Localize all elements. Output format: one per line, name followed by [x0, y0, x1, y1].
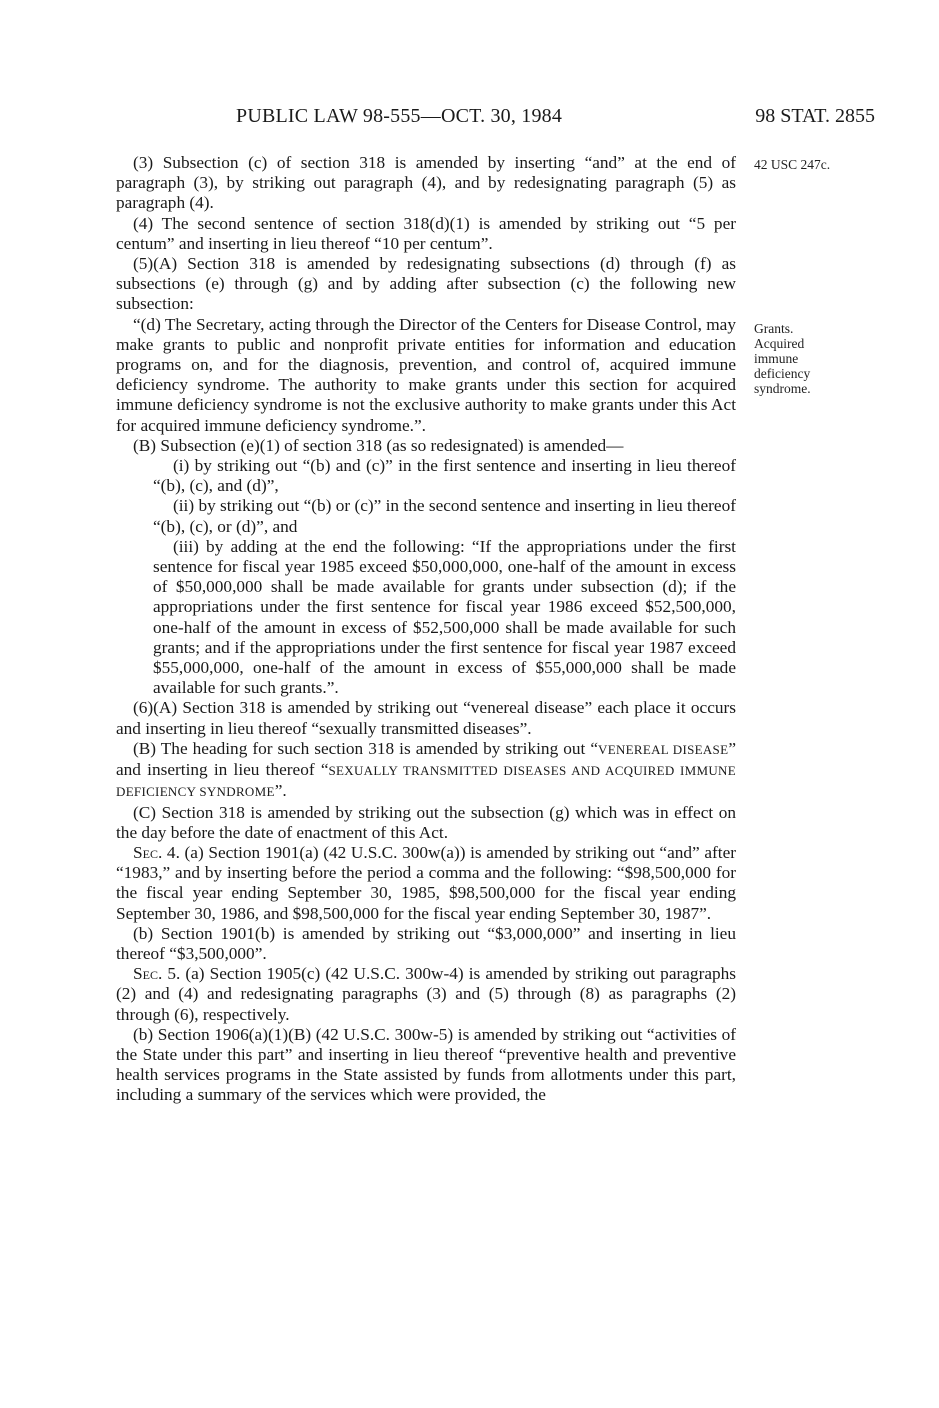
- section-4a: [116, 843, 736, 924]
- margin-note-line: Acquired: [754, 336, 805, 351]
- paragraph-5a: (5)(A) Section 318 is amended by redesignating subsections (d) through (f) as subsections (e) through (g) and by adding after subsection (c) the following new subsection:: [116, 254, 736, 314]
- section-label: Sec.: [133, 964, 163, 984]
- section-4a-text: 4. (a) Section 1901(a) (42 U.S.C. 300w(a)) is amended by striking out “and” after “1983,” and by inserting before the period a comma and the following: “$98,500,000 for the fiscal year ending September 30, 1985, $98,500,000 for the fiscal year ending September 30, 1986, and $98,500,000 for the fiscal year ending September 30, 1987”.: [116, 842, 736, 923]
- clause-i: (i) by striking out “(b) and (c)” in the first sentence and inserting in lieu thereof “(b), (c), and (d)”,: [153, 456, 736, 496]
- paragraph-6c: (C) Section 318 is amended by striking out the subsection (g) which was in effect on the day before the date of enactment of this Act.: [116, 802, 736, 842]
- paragraph-6b-middle: ” and inserting in lieu thereof “: [116, 738, 737, 780]
- statute-page-number: 98 STAT. 2855: [755, 105, 875, 127]
- public-law-citation: PUBLIC LAW 98-555—OCT. 30, 1984: [236, 105, 563, 127]
- margin-note-line: deficiency: [754, 366, 811, 381]
- section-label: Sec.: [133, 842, 163, 862]
- heading-old: VENEREAL DISEASE: [598, 741, 729, 757]
- margin-note-line: immune: [754, 351, 799, 366]
- paragraph-5b: (B) Subsection (e)(1) of section 318 (as so redesignated) is amended—: [133, 435, 624, 455]
- new-subsection-d: “(d) The Secretary, acting through the Director of the Centers for Disease Control, may make grants to public and nonprofit private entities for information and education programs on, and for the diagnosis, prevention, and control of, acquired immune deficiency syndrome. The authority to make grants under this section for acquired immune deficiency syndrome is not the exclusive authority to make grants under this Act for acquired immune deficiency syndrome.”.: [116, 314, 736, 435]
- statute-body: [116, 153, 736, 1106]
- section-5a: [116, 964, 736, 1025]
- margin-note-line: syndrome.: [754, 381, 811, 396]
- margin-note-usc-citation: 42 USC 247c.: [754, 157, 831, 172]
- heading-new: SEXUALLY TRANSMITTED DISEASES AND ACQUIRED IMMUNE DEFICIENCY SYNDROME: [116, 763, 736, 800]
- margin-note-line: Grants.: [754, 321, 794, 336]
- paragraph-4: (4) The second sentence of section 318(d)(1) is amended by striking out “5 per centum” and inserting in lieu thereof “10 per centum”.: [116, 213, 736, 253]
- paragraph-6b: [116, 739, 736, 803]
- margin-note-grants: [754, 321, 811, 396]
- clause-iii: (iii) by adding at the end the following: “If the appropriations under the first sentence for fiscal year 1985 exceed $50,000,000, one-half of the amount in excess of $50,000,000 shall be made available for grants under subsection (d); if the appropriations under the first sentence for fiscal year 1986 exceed $52,500,000, one-half of the amount in excess of $52,500,000 shall be made available for such grants; and if the appropriations under the first sentence for fiscal year 1987 exceed $55,000,000, one-half of the amount in excess of $55,000,000 shall be made available for such grants.”.: [153, 536, 736, 698]
- paragraph-6b-after: ”.: [274, 781, 287, 801]
- section-5a-text: 5. (a) Section 1905(c) (42 U.S.C. 300w-4) is amended by striking out paragraphs (2) and (4) and redesignating paragraphs (3) and (5) through (8) as paragraphs (2) through (6), respectively.: [116, 964, 736, 1024]
- paragraph-6b-before: (B) The heading for such section 318 is amended by striking out “: [133, 738, 599, 758]
- clause-ii: (ii) by striking out “(b) or (c)” in the second sentence and inserting in lieu thereof “(b), (c), or (d)”, and: [153, 496, 736, 536]
- paragraph-6a: (6)(A) Section 318 is amended by striking out “venereal disease” each place it occurs and inserting in lieu thereof “sexually transmitted diseases”.: [116, 698, 736, 738]
- page-header: [236, 104, 875, 132]
- section-5b: (b) Section 1906(a)(1)(B) (42 U.S.C. 300w-5) is amended by striking out “activities of the State under this part” and inserting in lieu thereof “preventive health and preventive health services programs in the State assisted by funds from allotments under this part, including a summary of the services which were provided, the: [116, 1024, 736, 1105]
- section-4b: (b) Section 1901(b) is amended by striking out “$3,000,000” and inserting in lieu thereof “$3,500,000”.: [116, 923, 736, 963]
- paragraph-3: (3) Subsection (c) of section 318 is amended by inserting “and” at the end of paragraph (3), by striking out paragraph (4), and by redesignating paragraph (5) as paragraph (4).: [116, 153, 736, 213]
